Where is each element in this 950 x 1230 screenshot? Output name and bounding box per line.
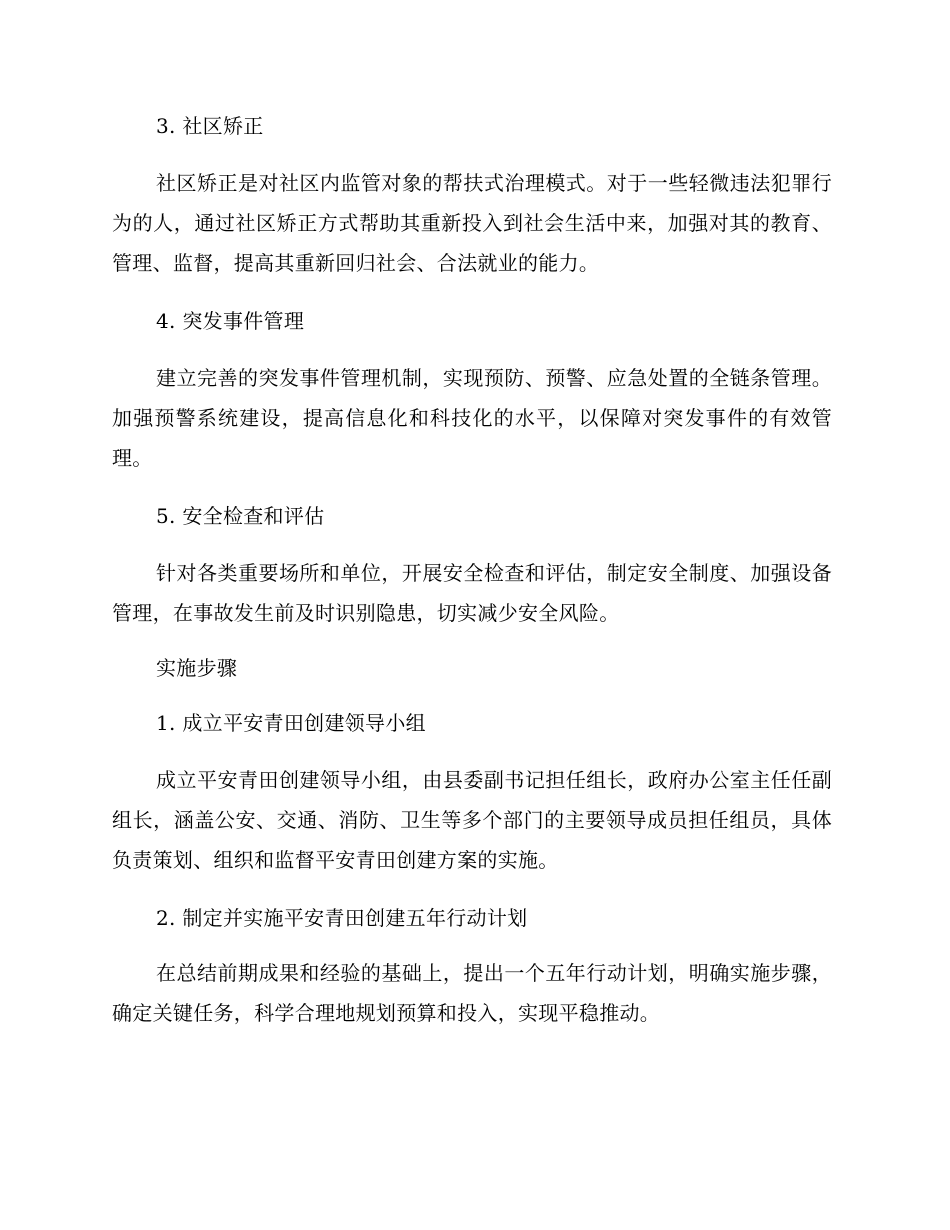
paragraph-community-correction: 社区矫正是对社区内监管对象的帮扶式治理模式。对于一些轻微违法犯罪行为的人，通过社区矫正方式帮助其重新投入到社会生活中来，加强对其的教育、管理、监督，提高其重新回归社会、合法就业的能力。 — [112, 171, 832, 275]
section-heading-emergency-management: 4. 突发事件管理 — [156, 309, 305, 333]
paragraph-five-year-plan: 在总结前期成果和经验的基础上，提出一个五年行动计划，明确实施步骤，确定关键任务，科学合理地规划预算和投入，实现平稳推动。 — [112, 961, 832, 1025]
section-heading-five-year-plan: 2. 制定并实施平安青田创建五年行动计划 — [156, 906, 528, 930]
section-heading-safety-inspection: 5. 安全检查和评估 — [156, 504, 325, 528]
section-heading-leadership-group: 1. 成立平安青田创建领导小组 — [156, 711, 426, 735]
section-heading-implementation-steps: 实施步骤 — [156, 656, 238, 680]
paragraph-safety-inspection: 针对各类重要场所和单位，开展安全检查和评估，制定安全制度、加强设备管理，在事故发生前及时识别隐患，切实减少安全风险。 — [112, 561, 832, 625]
section-heading-community-correction: 3. 社区矫正 — [156, 114, 264, 138]
paragraph-leadership-group: 成立平安青田创建领导小组，由县委副书记担任组长，政府办公室主任任副组长，涵盖公安、交通、消防、卫生等多个部门的主要领导成员担任组员，具体负责策划、组织和监督平安青田创建方案的实施。 — [112, 768, 832, 872]
paragraph-emergency-management: 建立完善的突发事件管理机制，实现预防、预警、应急处置的全链条管理。加强预警系统建设，提高信息化和科技化的水平，以保障对突发事件的有效管理。 — [112, 366, 832, 470]
